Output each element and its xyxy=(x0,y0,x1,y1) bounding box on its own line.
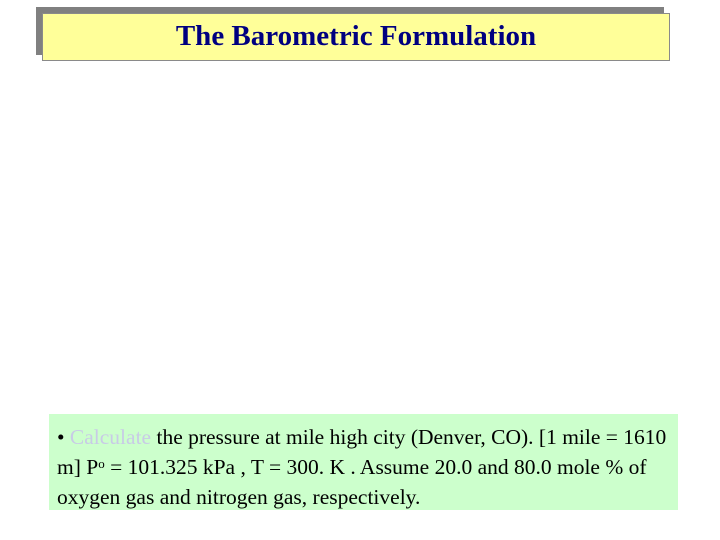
problem-text-part-2: = 101.325 kPa , T = 300. K . Assume 20.0 and 80.0 mole % of oxygen gas and nitrogen gas, respectively. xyxy=(57,455,647,509)
problem-text-part-1: the pressure at mile high city (Denver, CO). [1 mile = 1610 m] P xyxy=(57,425,667,479)
pressure-superscript: o xyxy=(98,456,105,471)
title-box xyxy=(42,13,670,61)
problem-box xyxy=(49,414,678,510)
keyword-link[interactable]: Calculate xyxy=(69,425,152,449)
slide-title: The Barometric Formulation xyxy=(175,19,537,52)
bullet-icon: • xyxy=(57,425,65,449)
